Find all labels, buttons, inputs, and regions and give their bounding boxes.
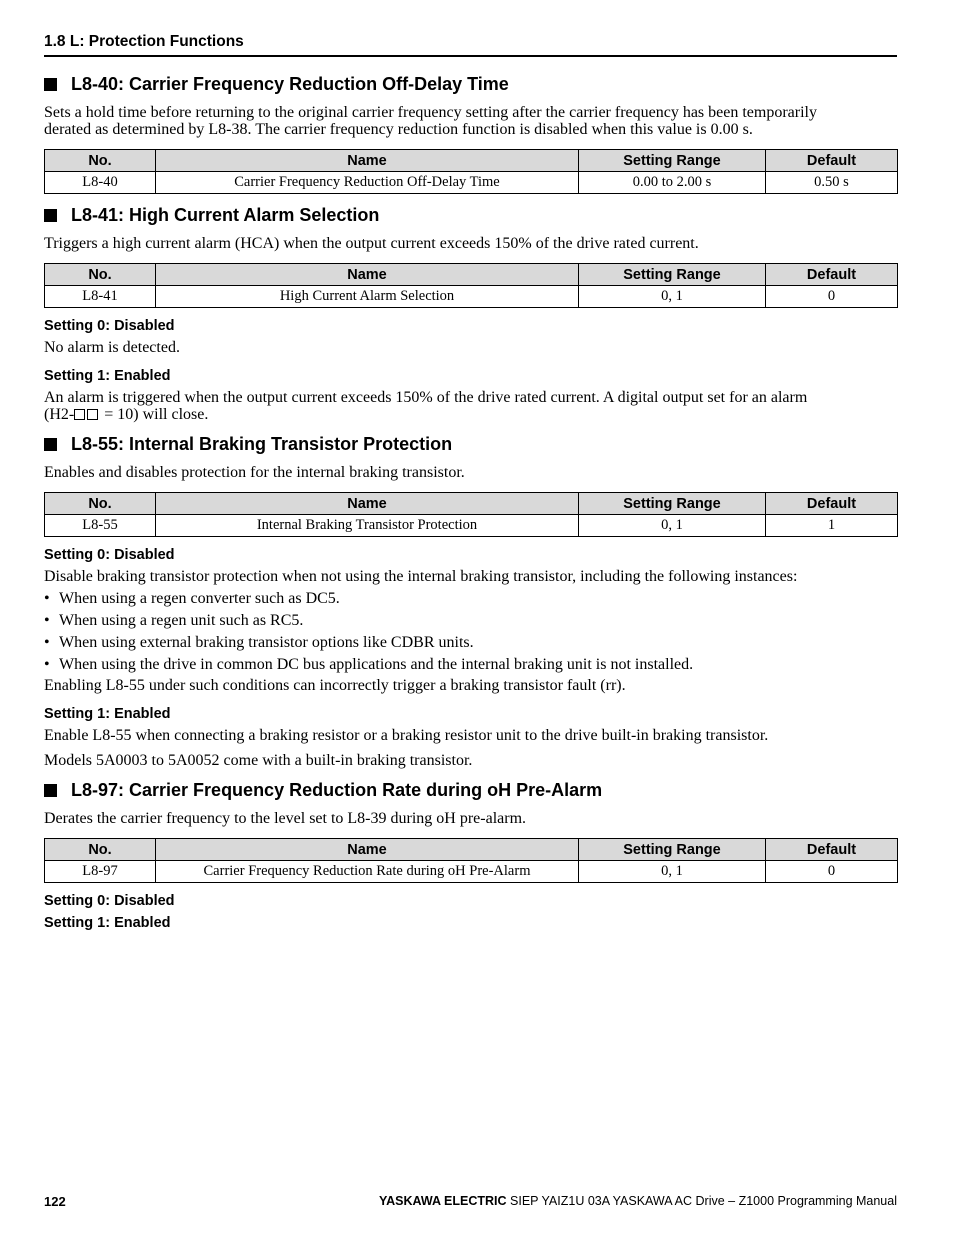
cell-range: 0, 1	[579, 286, 766, 308]
col-header-range: Setting Range	[579, 150, 766, 172]
setting-0-heading: Setting 0: Disabled	[44, 893, 175, 909]
text-fragment: = 10) will close.	[100, 406, 209, 423]
setting-1-heading: Setting 1: Enabled	[44, 368, 171, 384]
section-title-text: L8-97: Carrier Frequency Reduction Rate during oH Pre-Alarm	[71, 780, 603, 800]
paragraph: No alarm is detected.	[44, 339, 180, 356]
footer-manual-text: SIEP YAIZ1U 03A YASKAWA AC Drive – Z1000 Programming Manual	[506, 1194, 897, 1208]
bullet-dot-icon: •	[44, 612, 50, 629]
cell-no: L8-97	[45, 861, 156, 883]
list-item-text: When using a regen unit such as RC5.	[59, 612, 304, 629]
col-header-no: No.	[45, 493, 156, 515]
section-title-l8-40	[44, 74, 509, 95]
section-title-l8-41	[44, 205, 379, 226]
col-header-name: Name	[156, 150, 579, 172]
section-title-text: L8-41: High Current Alarm Selection	[71, 205, 380, 225]
col-header-default: Default	[766, 839, 898, 861]
table-row	[45, 515, 898, 537]
paragraph: Models 5A0003 to 5A0052 come with a built-in braking transistor.	[44, 752, 473, 769]
col-header-range: Setting Range	[579, 493, 766, 515]
page-number: 122	[44, 1194, 66, 1209]
paragraph: Disable braking transistor protection when not using the internal braking transistor, including the following instances:	[44, 568, 798, 585]
paragraph: derated as determined by L8-38. The carrier frequency reduction function is disabled when this value is 0.00 s.	[44, 121, 753, 138]
square-bullet-icon	[44, 78, 57, 91]
col-header-default: Default	[766, 150, 898, 172]
bullet-dot-icon: •	[44, 634, 50, 651]
cell-no: L8-41	[45, 286, 156, 308]
paragraph: Enabling L8-55 under such conditions can incorrectly trigger a braking transistor fault (rr).	[44, 677, 626, 694]
footer-manual-title	[379, 1194, 897, 1208]
paragraph: Triggers a high current alarm (HCA) when the output current exceeds 150% of the drive rated current.	[44, 235, 699, 252]
col-header-default: Default	[766, 493, 898, 515]
col-header-name: Name	[156, 264, 579, 286]
page-section-header: 1.8 L: Protection Functions	[44, 33, 897, 57]
col-header-range: Setting Range	[579, 264, 766, 286]
cell-name: Internal Braking Transistor Protection	[156, 515, 579, 537]
col-header-no: No.	[45, 264, 156, 286]
cell-name: Carrier Frequency Reduction Off-Delay Time	[156, 172, 579, 194]
table-row	[45, 172, 898, 194]
cell-range: 0.00 to 2.00 s	[579, 172, 766, 194]
parameter-table-l8-97	[44, 838, 898, 883]
setting-1-heading: Setting 1: Enabled	[44, 915, 171, 931]
cell-default: 0	[766, 286, 898, 308]
section-title-l8-55	[44, 434, 452, 455]
bullet-dot-icon: •	[44, 656, 50, 673]
cell-no: L8-40	[45, 172, 156, 194]
cell-range: 0, 1	[579, 515, 766, 537]
table-row	[45, 861, 898, 883]
col-header-name: Name	[156, 493, 579, 515]
list-item-text: When using the drive in common DC bus applications and the internal braking unit is not installed.	[59, 656, 694, 673]
col-header-no: No.	[45, 839, 156, 861]
cell-name: Carrier Frequency Reduction Rate during oH Pre-Alarm	[156, 861, 579, 883]
paragraph: Sets a hold time before returning to the original carrier frequency setting after the carrier frequency has been temporarily	[44, 104, 817, 121]
placeholder-box-icon	[87, 409, 98, 420]
col-header-default: Default	[766, 264, 898, 286]
list-item	[44, 612, 303, 629]
paragraph	[44, 406, 897, 423]
cell-default: 1	[766, 515, 898, 537]
paragraph: Enables and disables protection for the internal braking transistor.	[44, 464, 465, 481]
square-bullet-icon	[44, 784, 57, 797]
section-title-text: L8-55: Internal Braking Transistor Protection	[71, 434, 453, 454]
table-row	[45, 286, 898, 308]
bullet-dot-icon: •	[44, 590, 50, 607]
footer-brand: YASKAWA ELECTRIC	[378, 1194, 507, 1208]
cell-range: 0, 1	[579, 861, 766, 883]
square-bullet-icon	[44, 209, 57, 222]
parameter-table-l8-55	[44, 492, 898, 537]
setting-0-heading: Setting 0: Disabled	[44, 547, 175, 563]
square-bullet-icon	[44, 438, 57, 451]
setting-0-heading: Setting 0: Disabled	[44, 318, 175, 334]
parameter-table-l8-40	[44, 149, 898, 194]
col-header-range: Setting Range	[579, 839, 766, 861]
list-item	[44, 634, 474, 651]
list-item-text: When using a regen converter such as DC5.	[59, 590, 340, 607]
section-title-text: L8-40: Carrier Frequency Reduction Off-Delay Time	[71, 74, 509, 94]
list-item-text: When using external braking transistor options like CDBR units.	[59, 634, 474, 651]
cell-no: L8-55	[45, 515, 156, 537]
col-header-no: No.	[45, 150, 156, 172]
placeholder-box-icon	[74, 409, 85, 420]
paragraph: Enable L8-55 when connecting a braking resistor or a braking resistor unit to the drive built-in braking transistor.	[44, 727, 769, 744]
paragraph: Derates the carrier frequency to the level set to L8-39 during oH pre-alarm.	[44, 810, 527, 827]
setting-1-heading: Setting 1: Enabled	[44, 706, 171, 722]
section-title-l8-97	[44, 780, 602, 801]
list-item	[44, 656, 693, 673]
col-header-name: Name	[156, 839, 579, 861]
text-fragment: (H2-	[44, 406, 75, 423]
cell-name: High Current Alarm Selection	[156, 286, 579, 308]
cell-default: 0	[766, 861, 898, 883]
list-item	[44, 590, 340, 607]
parameter-table-l8-41	[44, 263, 898, 308]
paragraph: An alarm is triggered when the output current exceeds 150% of the drive rated current. A digital output set for an alarm	[44, 389, 808, 406]
cell-default: 0.50 s	[766, 172, 898, 194]
